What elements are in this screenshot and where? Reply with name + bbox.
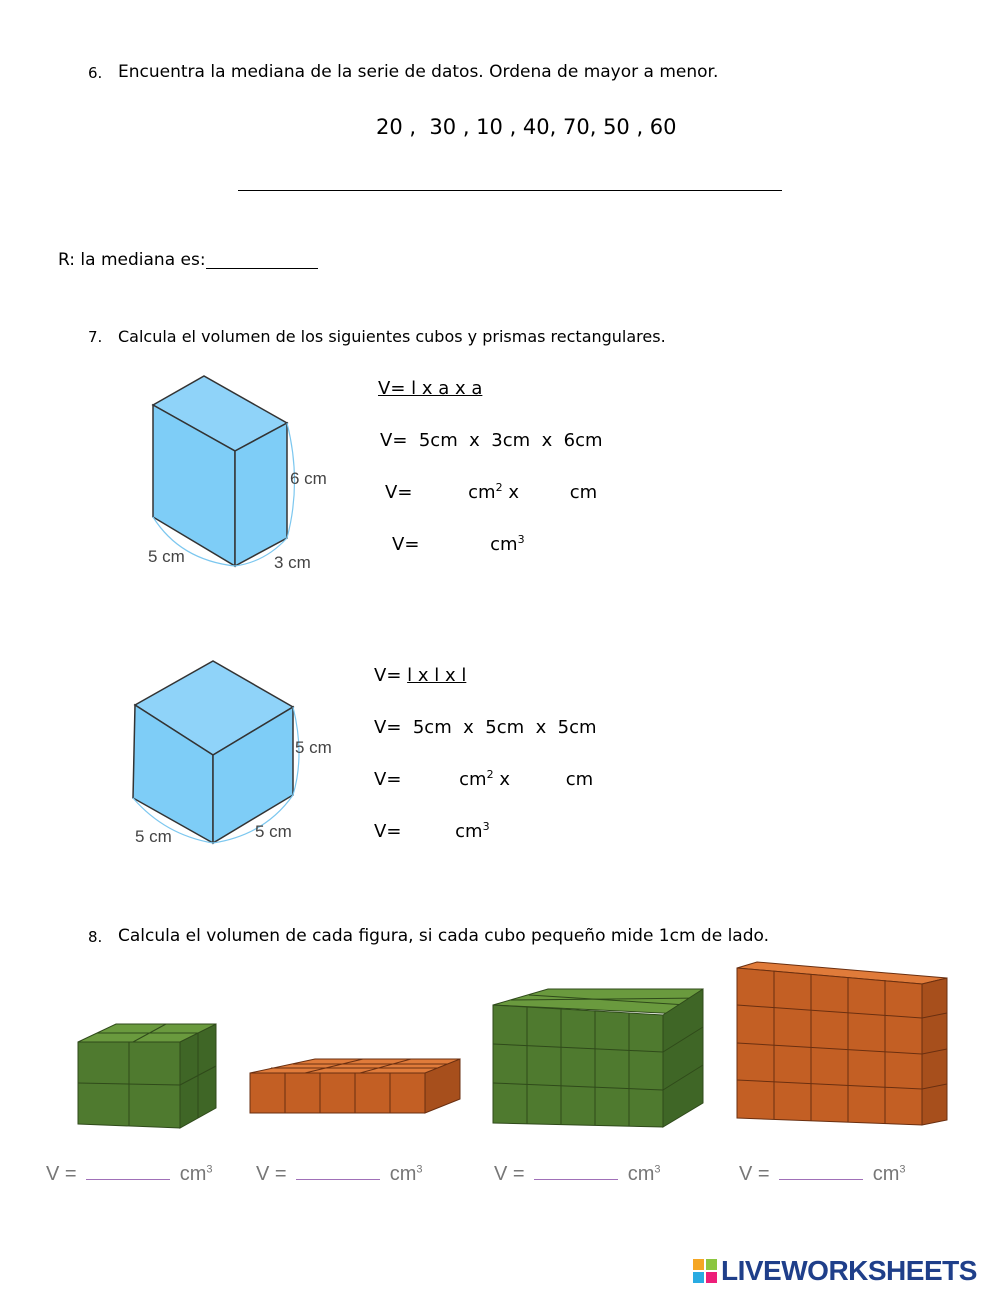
prism-substitution: V= 5cm x 3cm x 6cm (380, 430, 603, 451)
green-prism-3x5x3 (488, 985, 708, 1135)
prism-length-label: 5 cm (148, 547, 185, 566)
q6-text: Encuentra la mediana de la serie de datos. Ordena de mayor a menor. (118, 62, 719, 82)
cube-figure (125, 655, 355, 855)
q7-text: Calcula el volumen de los siguientes cubos y prismas rectangulares. (118, 327, 666, 346)
green-cube-2x2x2 (70, 1020, 225, 1135)
cube-substitution: V= 5cm x 5cm x 5cm (374, 717, 597, 738)
answer-3-blank[interactable] (534, 1179, 618, 1180)
cube-step-4: $V= cm^3$ (374, 820, 490, 842)
cube-formula: V= l x l x l (374, 665, 467, 686)
cube-height-label: 5 cm (295, 738, 332, 757)
prism-step-4: $V= cm^3$ (392, 533, 525, 555)
q6-number: 6. (88, 64, 103, 82)
q8-answer-3: $V = cm^3$ (494, 1163, 661, 1185)
q6-answer-label: R: la mediana es: (58, 250, 206, 270)
brand-logo (692, 1255, 977, 1287)
answer-4-blank[interactable] (779, 1179, 863, 1180)
orange-slab-3x3x1 (245, 1055, 465, 1125)
q8-text: Calcula el volumen de cada figura, si cada cubo pequeño mide 1cm de lado. (118, 926, 770, 946)
cube-width-label: 5 cm (255, 822, 292, 841)
cube-step-3: $V= cm^2$ x cm (374, 768, 594, 790)
q6-answer-line[interactable] (238, 190, 782, 191)
answer-1-blank[interactable] (86, 1179, 170, 1180)
answer-2-blank[interactable] (296, 1179, 380, 1180)
brand-name: LIVEWORKSHEETS (721, 1255, 977, 1286)
prism-width-label: 3 cm (274, 553, 311, 572)
q8-answer-2: $V = cm^3$ (256, 1163, 423, 1185)
prism-height-label: 6 cm (290, 469, 327, 488)
q6-series: 20 , 30 , 10 , 40, 70, 50 , 60 (376, 115, 677, 139)
prism-step-3: $V= cm^2$ x cm (385, 481, 598, 503)
cube-length-label: 5 cm (135, 827, 172, 846)
q7-number: 7. (88, 328, 103, 346)
prism-formula: V= l x a x a (378, 378, 483, 399)
q8-answer-4: $V = cm^3$ (739, 1163, 906, 1185)
orange-wall-5x1x4 (732, 960, 952, 1130)
q8-number: 8. (88, 928, 103, 946)
q6-median-blank[interactable] (206, 268, 318, 269)
rectangular-prism-figure (140, 370, 350, 580)
brand-logo-icon (692, 1258, 718, 1284)
q8-answer-1: $V = cm^3$ (46, 1163, 213, 1185)
